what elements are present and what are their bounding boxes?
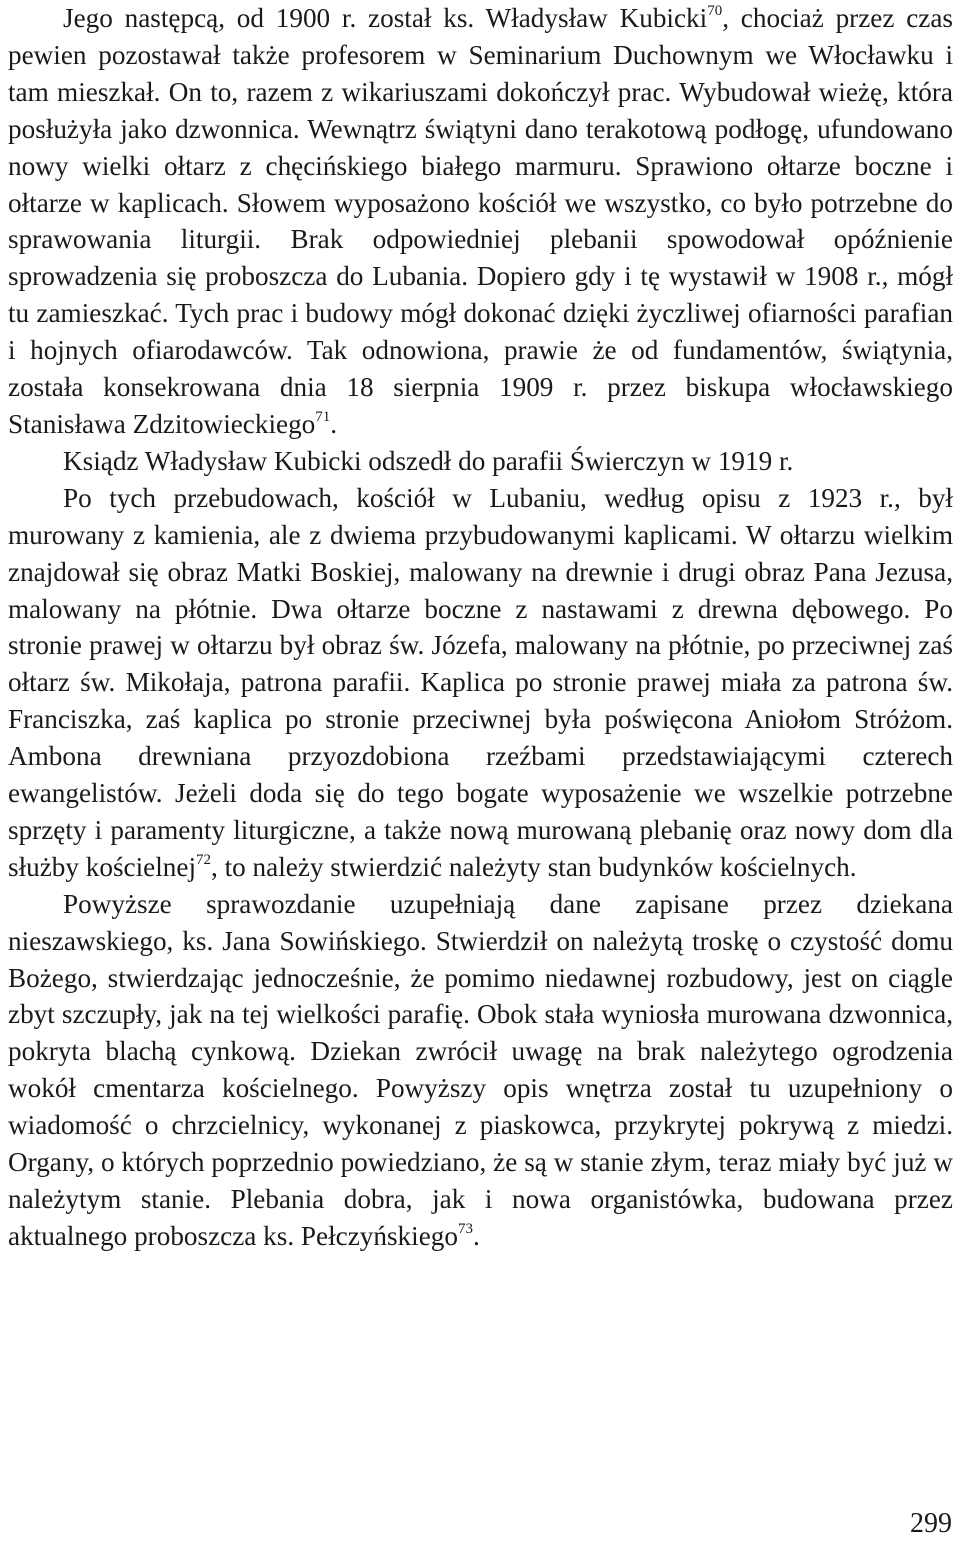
paragraph-4-text-2: . bbox=[472, 1220, 480, 1251]
paragraph-3 bbox=[8, 480, 953, 886]
footnote-ref-71[interactable]: 71 bbox=[315, 408, 331, 425]
paragraph-1-text-2: , chociaż przez czas pewien pozostawał także profesorem w Seminarium Duchownym we Włocławku i tam mieszkał. On to, razem z wikariuszami dokończył prac. Wybudował wieżę, która posłużyła jako dzwonnica. Wewnątrz świątyni dano terakotową podłogę, ufundowano nowy wielki ołtarz z chęcińskiego białego marmuru. Sprawiono ołtarze boczne i ołtarze w kaplicach. Słowem wyposażono kościół we wszystko, co było potrzebne do sprawowania liturgii. Brak odpowiedniej plebanii spowodował opóźnienie sprowadzenia się proboszcza do Lubania. Dopiero gdy i tę wystawił w 1908 r., mógł tu zamieszkać. Tych prac i budowy mógł dokonać dzięki życzliwej ofiarności parafian i hojnych ofiarodawców. Tak odnowiona, prawie że od fundamentów, świątynia, została konsekrowana dnia 18 sierpnia 1909 r. przez biskupa włocławskiego Stanisława Zdzitowieckiego bbox=[8, 3, 953, 439]
page-number: 299 bbox=[910, 1508, 952, 1539]
footnote-ref-72[interactable]: 72 bbox=[196, 851, 212, 868]
page-body bbox=[8, 0, 953, 1255]
footnote-ref-70[interactable]: 70 bbox=[707, 2, 723, 19]
paragraph-2-text: Ksiądz Władysław Kubicki odszedł do parafii Świerczyn w 1919 r. bbox=[63, 445, 794, 476]
paragraph-3-text-1: Po tych przebudowach, kościół w Lubaniu, według opisu z 1923 r., był murowany z kamienia, ale z dwiema przybudowanymi kaplicami. W ołtarzu wielkim znajdował się obraz Matki Boskiej, malowany na drewnie i drugi obraz Pana Jezusa, malowany na płótnie. Dwa ołtarze boczne z nastawami z drewna dębowego. Po stronie prawej w ołtarzu był obraz św. Józefa, malowany na płótnie, po przeciwnej zaś ołtarz św. Mikołaja, patrona parafii. Kaplica po stronie prawej miała za patrona św. Franciszka, zaś kaplica po stronie przeciwnej była poświęcona Aniołom Stróżom. Ambona drewniana przyozdobiona rzeźbami przedstawiającymi czterech ewangelistów. Jeżeli doda się do tego bogate wyposażenie we wszelkie potrzebne sprzęty i paramenty liturgiczne, a także nową murowaną plebanię oraz nowy dom dla służby kościelnej bbox=[8, 482, 953, 882]
paragraph-3-text-2: , to należy stwierdzić należyty stan budynków kościelnych. bbox=[211, 851, 857, 882]
paragraph-2 bbox=[8, 443, 953, 480]
paragraph-1-text-3: . bbox=[330, 408, 338, 439]
paragraph-4 bbox=[8, 886, 953, 1255]
footnote-ref-73[interactable]: 73 bbox=[457, 1220, 473, 1237]
paragraph-4-text-1: Powyższe sprawozdanie uzupełniają dane zapisane przez dziekana nieszawskiego, ks. Jana Sowińskiego. Stwierdził on należytą troskę o czystość domu Bożego, stwierdzając jednocześnie, że pomimo niedawnej rozbudowy, jest on ciągle zbyt szczupły, jak na tej wielkości parafię. Obok stała wyniosła murowana dzwonnica, pokryta blachą cynkową. Dziekan zwrócił uwagę na brak należytego ogrodzenia wokół cmentarza kościelnego. Powyższy opis wnętrza został tu uzupełniony o wiadomość o chrzcielnicy, wykonanej z piaskowca, przykrytej pokrywą z miedzi. Organy, o których poprzednio powiedziano, że są w stanie złym, teraz miały być już w należytym stanie. Plebania dobra, jak i nowa organistówka, budowana przez aktualnego proboszcza ks. Pełczyńskiego bbox=[8, 888, 953, 1251]
paragraph-1-text-1: Jego następcą, od 1900 r. został ks. Władysław Kubicki bbox=[63, 3, 708, 33]
paragraph-1 bbox=[8, 0, 953, 443]
